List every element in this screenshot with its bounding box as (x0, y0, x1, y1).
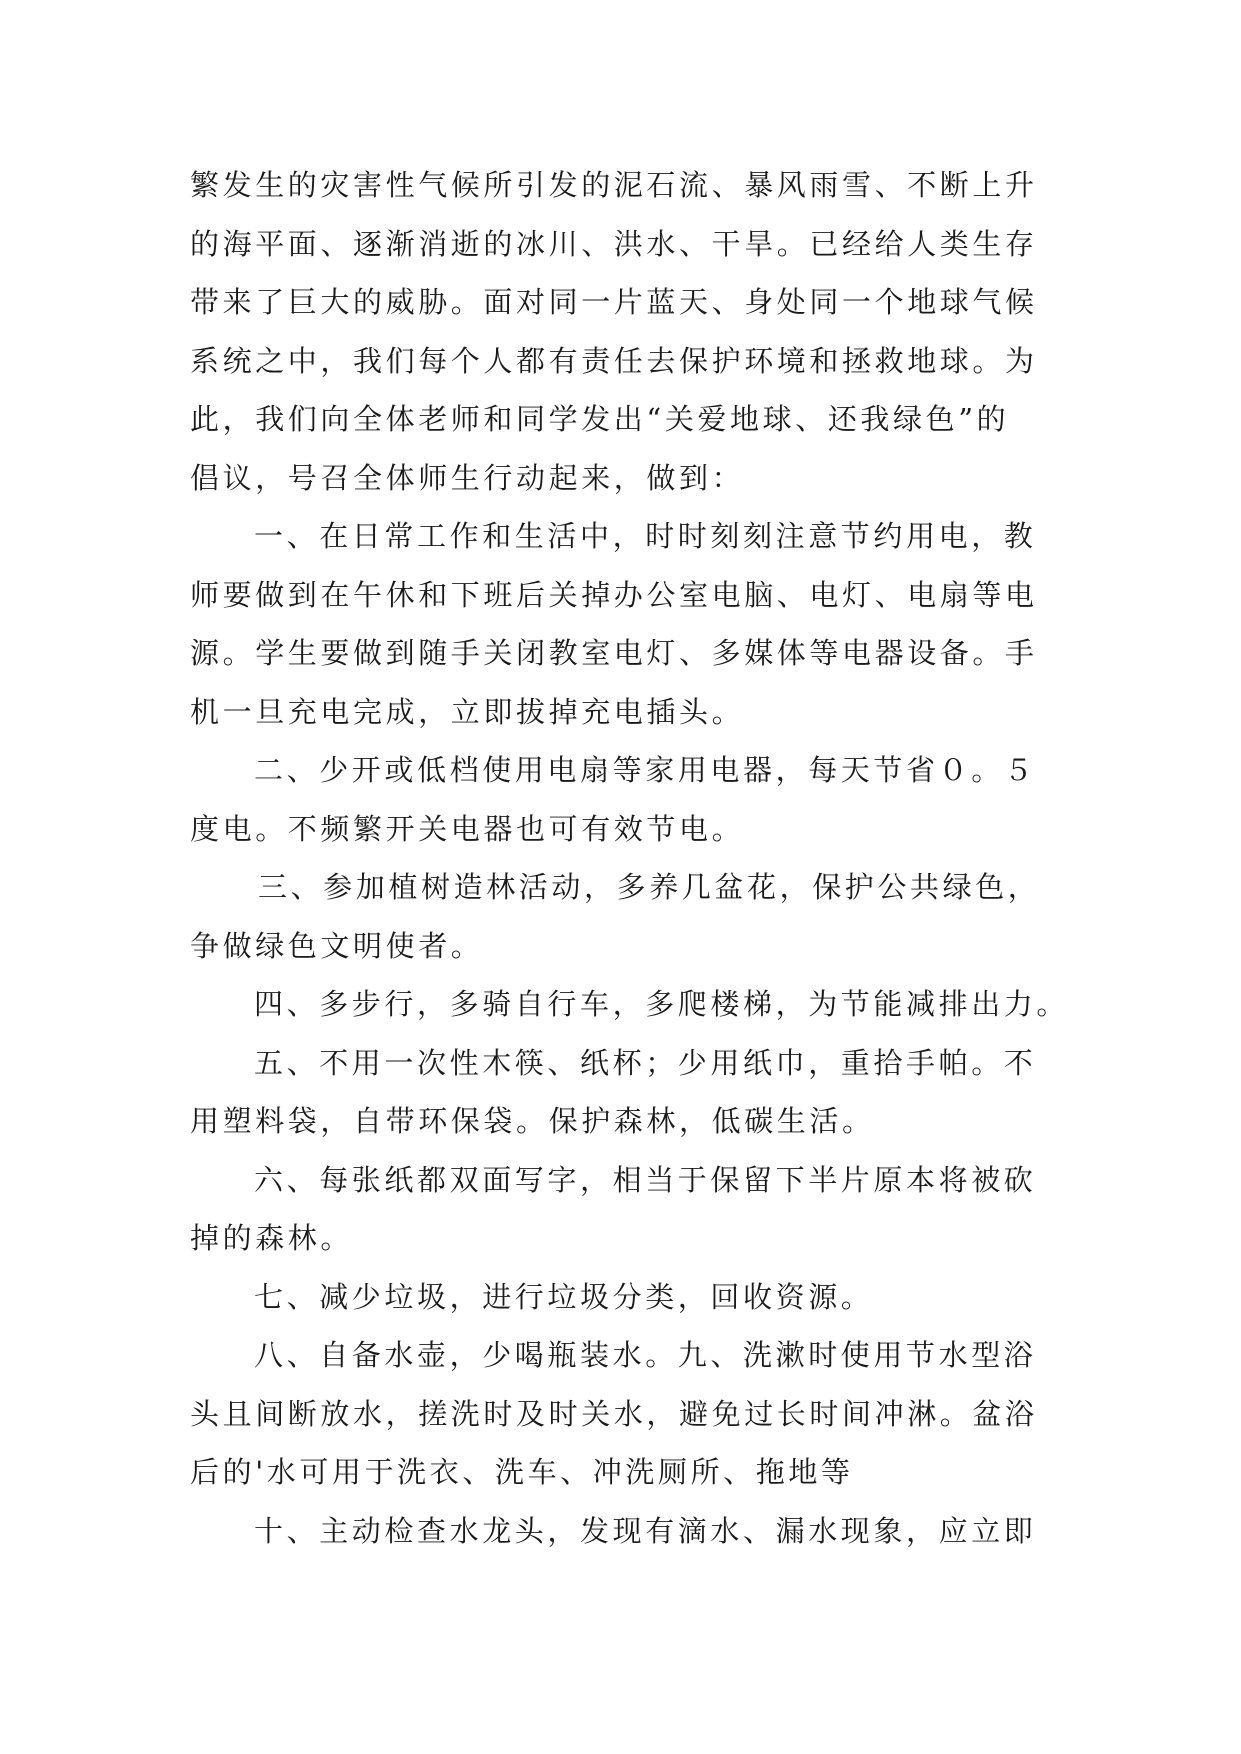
paragraph-line: 用塑料袋，自带环保袋。保护森林，低碳生活。 (190, 1104, 875, 1138)
paragraph-line: 带来了巨大的威胁。面对同一片蓝天、身处同一个地球气候 (190, 285, 1038, 319)
paragraph-line: 师要做到在午休和下班后关掉办公室电脑、电灯、电扇等电 (190, 577, 1038, 612)
list-item-line: 十、主动检查水龙头，发现有滴水、漏水现象，应立即 (254, 1513, 1037, 1548)
paragraph-line: 的海平面、逐渐消逝的冰川、洪水、干旱。已经给人类生存 (190, 226, 1038, 261)
list-item-line: 二、少开或低档使用电扇等家用电器，每天节省０。５ (254, 753, 1037, 787)
list-item-line: 四、多步行，多骑自行车，多爬楼梯，为节能减排出力。 (254, 987, 1070, 1021)
document-body (190, 156, 1070, 1560)
list-item-line: 三、参加植树造林活动，多养几盆花，保护公共绿色， (258, 870, 1041, 904)
paragraph-line: 后的'水可用于洗衣、洗车、冲洗厕所、拖地等 (190, 1455, 854, 1489)
paragraph-line: 掉的森林。 (190, 1221, 354, 1255)
list-item-line: 七、减少垃圾，进行垃圾分类，回收资源。 (254, 1279, 874, 1314)
paragraph-line: 机一旦充电完成，立即拔掉充电插头。 (190, 694, 745, 729)
paragraph-line: 头且间断放水，搓洗时及时关水，避免过长时间冲淋。盆浴 (190, 1396, 1038, 1431)
list-item-line: 八、自备水壶，少喝瓶装水。九、洗漱时使用节水型浴 (254, 1338, 1037, 1372)
paragraph-line: 倡议，号召全体师生行动起来，做到： (190, 460, 745, 495)
paragraph-line: 此，我们向全体老师和同学发出“关爱地球、还我绿色”的 (190, 402, 1010, 436)
paragraph-line: 争做绿色文明使者。 (190, 928, 484, 963)
paragraph-line: 源。学生要做到随手关闭教室电灯、多媒体等电器设备。手 (190, 636, 1038, 670)
list-item-line: 六、每张纸都双面写字，相当于保留下半片原本将被砍 (254, 1162, 1037, 1197)
list-item-line: 一、在日常工作和生活中，时时刻刻注意节约用电，教 (254, 519, 1037, 553)
paragraph-line: 繁发生的灾害性气候所引发的泥石流、暴风雨雪、不断上升 (190, 168, 1038, 202)
paragraph-line: 度电。不频繁开关电器也可有效节电。 (190, 811, 745, 846)
paragraph-line: 系统之中，我们每个人都有责任去保护环境和拯救地球。为 (190, 343, 1038, 378)
list-item-line: 五、不用一次性木筷、纸杯；少用纸巾，重拾手帕。不 (254, 1045, 1037, 1080)
